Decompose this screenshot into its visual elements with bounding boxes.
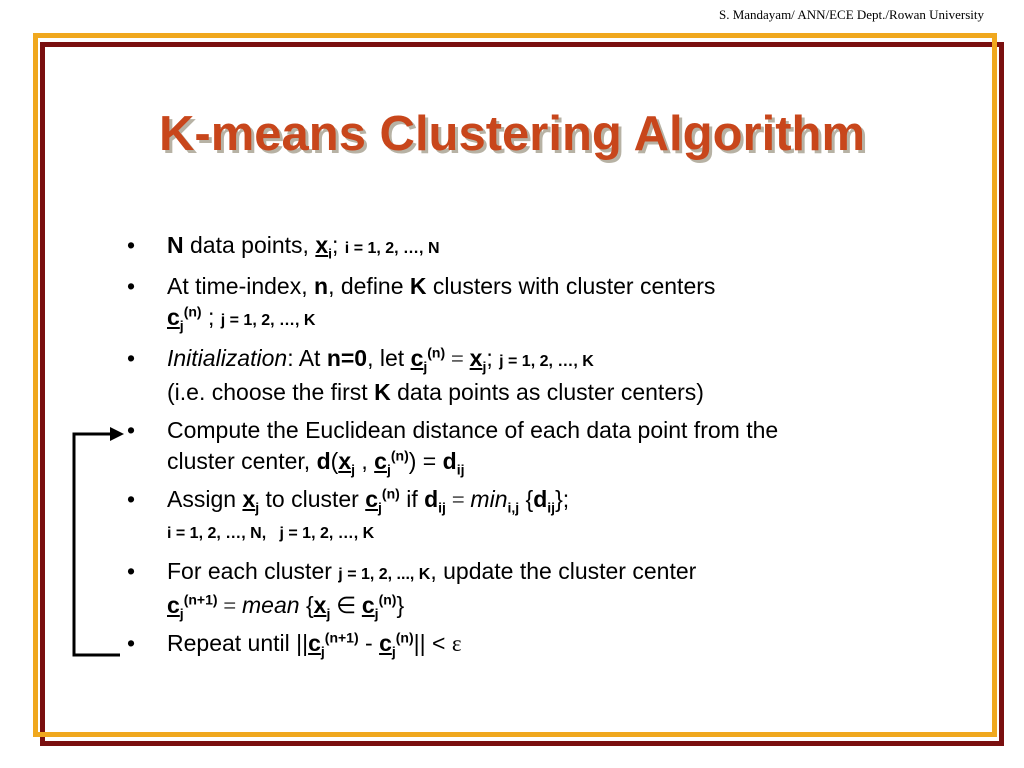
- text: ) =: [408, 448, 443, 474]
- text: (n): [378, 591, 397, 608]
- text: =: [445, 346, 470, 371]
- text: x: [338, 448, 352, 474]
- text: , let: [367, 345, 411, 371]
- text: mean: [242, 592, 300, 618]
- text: c: [379, 630, 392, 656]
- text: ;: [332, 232, 345, 258]
- text: data points,: [183, 232, 316, 258]
- bullet-dot: •: [127, 345, 136, 371]
- text: j: [179, 605, 184, 622]
- text: j = 1, 2, …, K: [220, 312, 316, 329]
- slide-title: K-means Clustering Algorithm: [158, 107, 866, 161]
- text: ,: [355, 448, 375, 474]
- text: Repeat until ||: [167, 630, 309, 656]
- text: if: [399, 486, 425, 512]
- text: , update the cluster center: [430, 558, 697, 584]
- text: j: [320, 643, 325, 660]
- text: j: [386, 461, 391, 478]
- text: K: [374, 379, 391, 405]
- text: c: [361, 592, 375, 618]
- text: x: [315, 232, 329, 258]
- text: ij: [456, 461, 465, 478]
- text: N: [167, 232, 184, 258]
- text: d: [424, 486, 439, 512]
- text: =: [445, 487, 471, 512]
- text: min: [470, 486, 508, 512]
- text: clusters with cluster centers: [426, 273, 716, 299]
- text: c: [167, 304, 180, 330]
- text: (: [330, 448, 339, 474]
- list-item: [124, 415, 944, 477]
- text: Assign: [167, 486, 243, 512]
- text: At time-index,: [167, 273, 314, 299]
- bullet-dot: •: [127, 232, 136, 258]
- text: i = 1, 2, …, N, j = 1, 2, …, K: [167, 525, 375, 542]
- text: ij: [547, 499, 556, 516]
- text: c: [308, 630, 321, 656]
- list-item: [124, 343, 944, 408]
- text: i: [328, 245, 333, 262]
- list-item: [124, 271, 944, 336]
- text: (n+1): [324, 629, 359, 646]
- text: j: [423, 358, 428, 375]
- text: Initialization: [167, 345, 288, 371]
- text: ε: [451, 631, 462, 656]
- text: j: [351, 461, 355, 478]
- text: i = 1, 2, …, N: [344, 240, 440, 257]
- text: (n): [427, 344, 446, 361]
- text: =: [217, 593, 243, 618]
- bullet-dot: •: [127, 417, 136, 443]
- text: j: [374, 605, 379, 622]
- text: (n): [395, 629, 414, 646]
- text: x: [242, 486, 256, 512]
- text: n=0: [326, 345, 368, 371]
- text: || <: [413, 630, 452, 656]
- text: d: [533, 486, 548, 512]
- bullet-dot: •: [127, 486, 136, 512]
- text: For each cluster: [167, 558, 339, 584]
- text: j = 1, 2, …, K: [499, 353, 594, 370]
- text: j: [179, 317, 184, 334]
- text: ∈: [330, 593, 362, 618]
- text: data points as cluster centers): [390, 379, 704, 405]
- text: (n+1): [183, 591, 218, 608]
- text: to cluster: [259, 486, 366, 512]
- text: c: [365, 486, 379, 512]
- text: : At: [287, 345, 327, 371]
- text: j: [378, 499, 382, 516]
- loop-back-arrow-icon: [60, 420, 130, 660]
- text: d: [316, 448, 331, 474]
- text: c: [374, 448, 387, 474]
- text: j: [482, 358, 487, 375]
- text: j: [255, 499, 260, 516]
- text: {: [299, 592, 314, 618]
- text: n: [314, 273, 329, 299]
- text: c: [410, 345, 424, 371]
- text: (i.e. choose the first: [167, 379, 375, 405]
- bullet-dot: •: [127, 630, 136, 656]
- text: K: [409, 273, 427, 299]
- text: i,j: [507, 499, 520, 516]
- text: (n): [381, 485, 400, 502]
- text: x: [469, 345, 483, 371]
- list-item: [124, 484, 944, 549]
- text: (n): [390, 447, 409, 464]
- header-credit: S. Mandayam/ ANN/ECE Dept./Rowan University: [718, 7, 984, 22]
- text: ij: [438, 499, 446, 516]
- text: (n): [183, 303, 202, 320]
- text: , define: [328, 273, 410, 299]
- text: d: [442, 448, 457, 474]
- bullet-list: [124, 230, 944, 666]
- list-item: [124, 230, 944, 264]
- text: j = 1, 2, ..., K: [338, 566, 431, 583]
- text: Compute the Euclidean distance of each data point from the: [167, 417, 779, 443]
- text: x: [313, 592, 327, 618]
- text: j: [391, 643, 396, 660]
- text: };: [555, 486, 570, 512]
- text: }: [396, 592, 405, 618]
- text: -: [358, 630, 380, 656]
- bullet-dot: •: [127, 273, 136, 299]
- list-item: [124, 556, 944, 621]
- text: ;: [201, 304, 221, 330]
- text: ;: [486, 345, 500, 371]
- text: j: [326, 605, 331, 622]
- bullet-dot: •: [127, 558, 136, 584]
- text: cluster center,: [167, 448, 317, 474]
- text: {: [519, 486, 534, 512]
- text: c: [167, 592, 180, 618]
- list-item: [124, 628, 944, 659]
